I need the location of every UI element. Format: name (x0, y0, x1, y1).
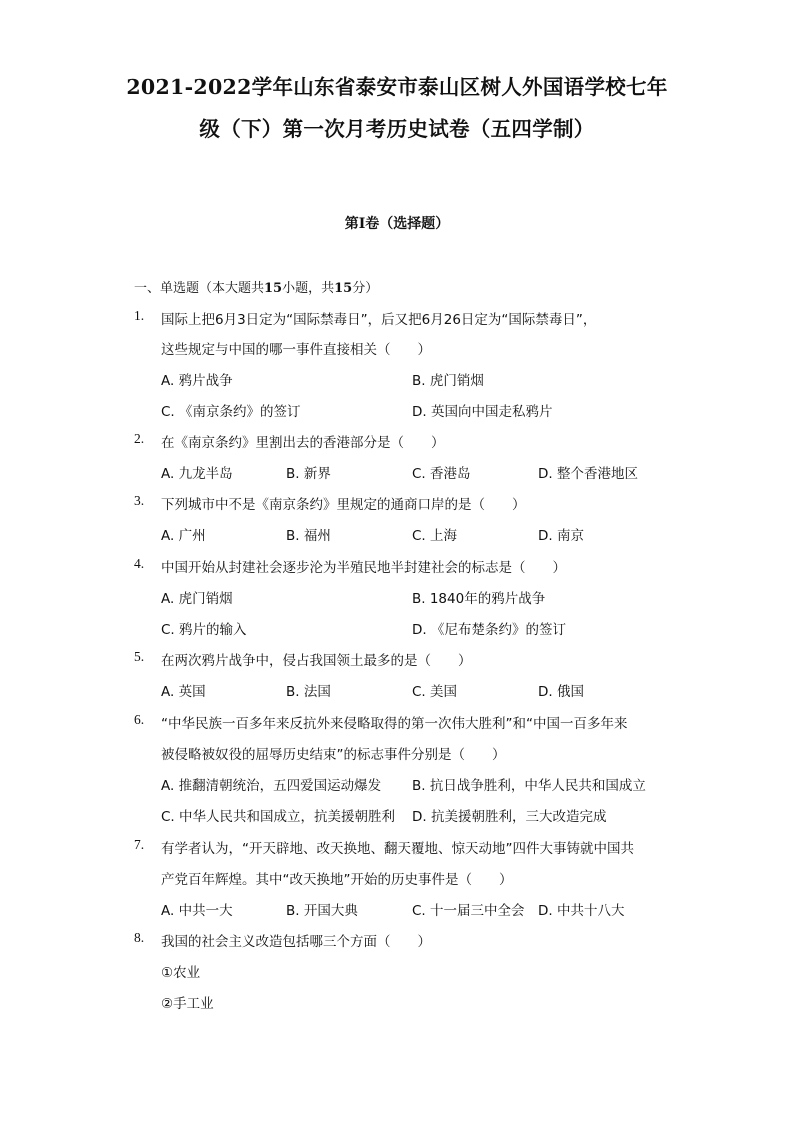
answer-option-c[interactable]: C. 上海 (412, 528, 458, 544)
answer-option-a[interactable]: A. 广州 (161, 528, 206, 544)
question-number: 5. (134, 649, 145, 664)
answer-option-a[interactable]: A. 中共一大 (161, 903, 233, 919)
question-number: 2. (134, 431, 145, 446)
answer-option-a[interactable]: A. 推翻清朝统治，五四爱国运动爆发 (161, 778, 382, 794)
volume-heading: 第I卷（选择题） (344, 216, 450, 232)
answer-option-b[interactable]: B. 法国 (286, 684, 331, 700)
question-number: 1. (134, 308, 145, 323)
answer-option-b[interactable]: B. 1840年的鸦片战争 (412, 591, 546, 607)
question-text: 有学者认为，“开天辟地、改天换地、翻天覆地、惊天动地”四件大事铸就中国共 (161, 841, 634, 857)
answer-option-a[interactable]: A. 英国 (161, 684, 206, 700)
answer-option-c[interactable]: C. 美国 (412, 684, 458, 700)
answer-option-c[interactable]: C. 十一届三中全会 (412, 903, 525, 919)
answer-option-c[interactable]: C. 香港岛 (412, 466, 471, 482)
answer-option-d[interactable]: D. 俄国 (538, 684, 584, 700)
answer-option-c[interactable]: C. 《南京条约》的签订 (161, 404, 301, 420)
question-number: 6. (134, 712, 145, 727)
question-text: 国际上把6月3日定为“国际禁毒日”，后又把6月26日定为“国际禁毒日”， (161, 312, 597, 328)
question-text: 被侵略被奴役的屈辱历史结束”的标志事件分别是（ ） (161, 747, 506, 763)
section-score: 15 (334, 281, 353, 296)
answer-option-b[interactable]: B. 虎门销烟 (412, 373, 484, 389)
question-text: 下列城市中不是《南京条约》里规定的通商口岸的是（ ） (161, 497, 526, 513)
answer-option-d[interactable]: D. 整个香港地区 (538, 466, 638, 482)
answer-option-a[interactable]: A. 九龙半岛 (161, 466, 233, 482)
exam-title-line-1: 2021-2022学年山东省泰安市泰山区树人外国语学校七年 (126, 75, 668, 99)
answer-option-d[interactable]: D. 南京 (538, 528, 584, 544)
question-text: “中华民族一百多年来反抗外来侵略取得的第一次伟大胜利”和“中国一百多年来 (161, 716, 628, 732)
section-end: 分） (352, 281, 379, 296)
answer-option-a[interactable]: A. 鸦片战争 (161, 373, 233, 389)
question-number: 7. (134, 837, 145, 852)
answer-option-b[interactable]: B. 开国大典 (286, 903, 358, 919)
answer-option-d[interactable]: D. 中共十八大 (538, 903, 625, 919)
answer-option-a[interactable]: A. 虎门销烟 (161, 591, 233, 607)
answer-option-b[interactable]: B. 抗日战争胜利，中华人民共和国成立 (412, 778, 646, 794)
section-label: 一、单选题（本大题共 (134, 281, 265, 296)
section-heading (134, 277, 378, 296)
question-number: 8. (134, 930, 145, 945)
question-number: 3. (134, 493, 145, 508)
question-text: 我国的社会主义改造包括哪三个方面（ ） (161, 934, 431, 950)
answer-option-d[interactable]: D. 《尼布楚条约》的签订 (412, 622, 566, 638)
list-item: ①农业 (161, 965, 201, 981)
answer-option-b[interactable]: B. 新界 (286, 466, 331, 482)
section-mid: 小题，共 (282, 281, 335, 296)
answer-option-d[interactable]: D. 英国向中国走私鸦片 (412, 404, 553, 420)
answer-option-b[interactable]: B. 福州 (286, 528, 331, 544)
question-number: 4. (134, 556, 145, 571)
question-text: 这些规定与中国的哪一事件直接相关（ ） (161, 342, 431, 358)
question-text: 中国开始从封建社会逐步沦为半殖民地半封建社会的标志是（ ） (161, 560, 566, 576)
answer-option-d[interactable]: D. 抗美援朝胜利，三大改造完成 (412, 809, 607, 825)
question-text: 在两次鸦片战争中，侵占我国领土最多的是（ ） (161, 653, 472, 669)
list-item: ②手工业 (161, 996, 214, 1012)
question-text: 产党百年辉煌。其中“改天换地”开始的历史事件是（ ） (161, 872, 513, 888)
answer-option-c[interactable]: C. 中华人民共和国成立，抗美援朝胜利 (161, 809, 396, 825)
question-text: 在《南京条约》里割出去的香港部分是（ ） (161, 435, 445, 451)
section-count: 15 (264, 281, 283, 296)
answer-option-c[interactable]: C. 鸦片的输入 (161, 622, 247, 638)
exam-title-line-2: 级（下）第一次月考历史试卷（五四学制） (199, 117, 595, 141)
